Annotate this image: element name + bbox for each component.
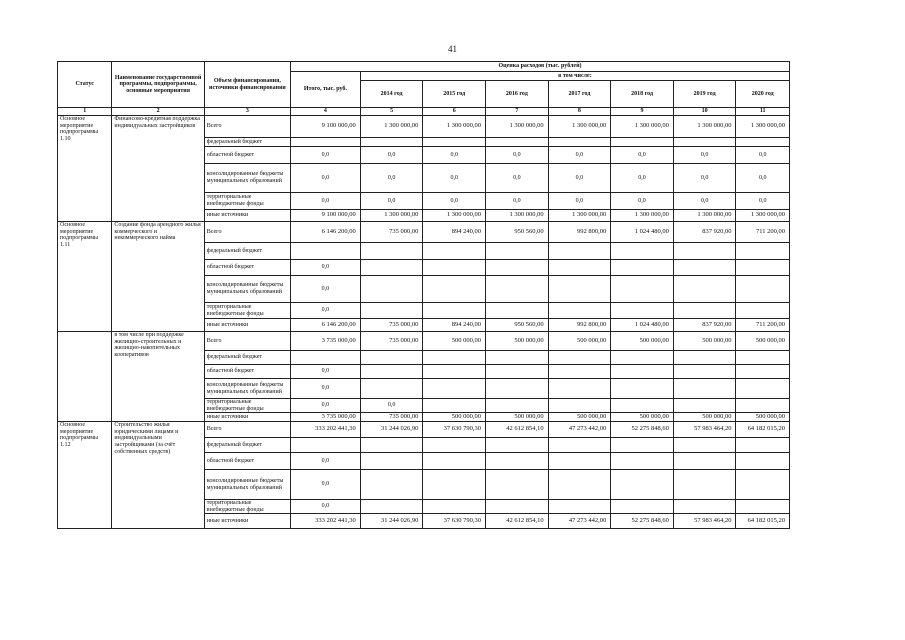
amount-cell: 0,0 (736, 164, 790, 193)
amount-cell: 0,0 (291, 303, 361, 319)
amount-cell: 1 300 000,00 (673, 116, 736, 138)
funding-source: Всего (204, 116, 290, 138)
amount-cell (548, 379, 611, 399)
amount-cell: 47 273 442,00 (548, 422, 611, 438)
amount-cell (360, 138, 423, 147)
amount-cell (673, 379, 736, 399)
measure-name: Создание фонда арендного жилья коммерческого и некоммерческого найма (112, 222, 204, 332)
amount-cell: 735 000,00 (360, 222, 423, 243)
amount-cell: 0,0 (673, 147, 736, 164)
amount-cell: 735 000,00 (360, 413, 423, 422)
amount-cell: 42 612 854,10 (486, 514, 549, 529)
amount-cell: 0,0 (486, 193, 549, 210)
amount-cell: 894 240,00 (423, 222, 486, 243)
amount-cell: 1 300 000,00 (486, 116, 549, 138)
amount-cell: 0,0 (673, 164, 736, 193)
funding-source: областной бюджет (204, 260, 290, 276)
amount-cell (548, 303, 611, 319)
funding-source: областной бюджет (204, 365, 290, 379)
amount-cell (673, 138, 736, 147)
amount-cell: 0,0 (291, 260, 361, 276)
amount-cell (673, 276, 736, 303)
amount-cell: 0,0 (291, 193, 361, 210)
amount-cell (360, 260, 423, 276)
amount-cell: 1 300 000,00 (611, 210, 674, 222)
amount-cell (736, 379, 790, 399)
amount-cell: 0,0 (291, 470, 361, 500)
amount-cell (291, 243, 361, 260)
column-number: 4 (291, 108, 361, 116)
amount-cell (486, 453, 549, 470)
header-year: 2017 год (548, 81, 611, 108)
amount-cell: 0,0 (736, 147, 790, 164)
amount-cell: 9 100 000,00 (291, 210, 361, 222)
header-year: 2019 год (673, 81, 736, 108)
amount-cell (486, 351, 549, 365)
amount-cell (736, 303, 790, 319)
amount-cell: 0,0 (486, 147, 549, 164)
header-year: 2016 год (486, 81, 549, 108)
funding-source: иные источники (204, 210, 290, 222)
header-estimate: Оценка расходов (тыс. рублей) (291, 62, 790, 72)
amount-cell: 0,0 (360, 147, 423, 164)
amount-cell: 0,0 (291, 365, 361, 379)
amount-cell: 0,0 (291, 453, 361, 470)
amount-cell (611, 379, 674, 399)
amount-cell (548, 276, 611, 303)
amount-cell: 1 300 000,00 (548, 210, 611, 222)
measure-status: Основное мероприятие подпрограммы 1.10 (58, 116, 112, 222)
header-total: Итого, тыс. руб. (291, 72, 361, 108)
amount-cell: 0,0 (611, 164, 674, 193)
amount-cell (548, 453, 611, 470)
amount-cell (291, 138, 361, 147)
amount-cell: 0,0 (611, 193, 674, 210)
amount-cell: 837 920,00 (673, 319, 736, 332)
amount-cell (736, 243, 790, 260)
column-number: 3 (204, 108, 290, 116)
amount-cell: 1 300 000,00 (486, 210, 549, 222)
measure-name: в том числе при поддержке жилищно-строительных и жилищно-накопительных кооперативов (112, 332, 204, 422)
amount-cell (360, 276, 423, 303)
amount-cell: 0,0 (736, 193, 790, 210)
amount-cell (486, 438, 549, 453)
amount-cell: 6 146 200,00 (291, 319, 361, 332)
amount-cell: 0,0 (486, 164, 549, 193)
header-including: в том числе: (360, 72, 789, 81)
amount-cell (548, 365, 611, 379)
funding-source: Всего (204, 332, 290, 351)
funding-source: федеральный бюджет (204, 438, 290, 453)
header-volume: Объем финансирования, источники финансирования (204, 62, 290, 108)
amount-cell (423, 453, 486, 470)
amount-cell (423, 243, 486, 260)
amount-cell: 500 000,00 (673, 332, 736, 351)
amount-cell: 500 000,00 (423, 332, 486, 351)
amount-cell (291, 351, 361, 365)
amount-cell (673, 303, 736, 319)
amount-cell (360, 243, 423, 260)
funding-source: консолидированные бюджеты муниципальных образований (204, 379, 290, 399)
amount-cell (486, 260, 549, 276)
amount-cell: 1 300 000,00 (736, 116, 790, 138)
amount-cell (548, 399, 611, 413)
amount-cell (486, 470, 549, 500)
amount-cell (673, 500, 736, 514)
funding-source: областной бюджет (204, 453, 290, 470)
expenditure-table (57, 61, 790, 529)
amount-cell (611, 438, 674, 453)
column-number: 9 (611, 108, 674, 116)
funding-source: консолидированные бюджеты муниципальных образований (204, 470, 290, 500)
amount-cell: 0,0 (673, 193, 736, 210)
amount-cell: 500 000,00 (548, 413, 611, 422)
amount-cell (736, 276, 790, 303)
amount-cell: 0,0 (360, 193, 423, 210)
amount-cell (736, 470, 790, 500)
header-year: 2015 год (423, 81, 486, 108)
amount-cell (486, 303, 549, 319)
measure-status (58, 332, 112, 422)
amount-cell: 0,0 (423, 193, 486, 210)
amount-cell (736, 500, 790, 514)
amount-cell (736, 399, 790, 413)
funding-source: иные источники (204, 514, 290, 529)
amount-cell (673, 399, 736, 413)
amount-cell (611, 260, 674, 276)
amount-cell (360, 365, 423, 379)
amount-cell: 500 000,00 (423, 413, 486, 422)
amount-cell (736, 453, 790, 470)
amount-cell: 42 612 854,10 (486, 422, 549, 438)
amount-cell (673, 453, 736, 470)
amount-cell: 1 024 480,00 (611, 222, 674, 243)
amount-cell: 500 000,00 (611, 413, 674, 422)
amount-cell (486, 276, 549, 303)
amount-cell (548, 470, 611, 500)
amount-cell: 333 202 441,30 (291, 422, 361, 438)
amount-cell (736, 351, 790, 365)
amount-cell (736, 365, 790, 379)
amount-cell: 0,0 (548, 193, 611, 210)
amount-cell: 0,0 (291, 399, 361, 413)
amount-cell (360, 379, 423, 399)
amount-cell (673, 260, 736, 276)
table-row (58, 422, 790, 438)
amount-cell: 992 800,00 (548, 319, 611, 332)
amount-cell: 1 300 000,00 (736, 210, 790, 222)
amount-cell: 500 000,00 (736, 332, 790, 351)
amount-cell: 837 920,00 (673, 222, 736, 243)
amount-cell: 500 000,00 (611, 332, 674, 351)
column-number: 6 (423, 108, 486, 116)
amount-cell (673, 351, 736, 365)
amount-cell (611, 365, 674, 379)
measure-name: Финансово-кредитная поддержка индивидуальных застройщиков (112, 116, 204, 222)
amount-cell: 1 300 000,00 (673, 210, 736, 222)
funding-source: консолидированные бюджеты муниципальных образований (204, 276, 290, 303)
amount-cell (291, 438, 361, 453)
amount-cell (611, 453, 674, 470)
amount-cell: 0,0 (291, 500, 361, 514)
amount-cell (486, 500, 549, 514)
amount-cell (360, 303, 423, 319)
amount-cell: 52 275 848,60 (611, 514, 674, 529)
column-number: 1 (58, 108, 112, 116)
column-number: 8 (548, 108, 611, 116)
amount-cell: 57 983 464,20 (673, 422, 736, 438)
measure-status: Основное мероприятие подпрограммы 1.12 (58, 422, 112, 529)
amount-cell: 37 630 790,30 (423, 514, 486, 529)
funding-source: областной бюджет (204, 147, 290, 164)
column-number: 7 (486, 108, 549, 116)
amount-cell (423, 276, 486, 303)
amount-cell: 9 100 000,00 (291, 116, 361, 138)
amount-cell (423, 500, 486, 514)
amount-cell (423, 138, 486, 147)
amount-cell (611, 399, 674, 413)
amount-cell (611, 243, 674, 260)
amount-cell: 52 275 848,60 (611, 422, 674, 438)
amount-cell (486, 365, 549, 379)
amount-cell: 1 300 000,00 (548, 116, 611, 138)
funding-source: Всего (204, 422, 290, 438)
amount-cell (673, 470, 736, 500)
measure-name: Строительство жилья юридическими лицами и индивидуальными застройщиками (за счёт собственных средств) (112, 422, 204, 529)
funding-source: федеральный бюджет (204, 351, 290, 365)
amount-cell (423, 365, 486, 379)
amount-cell: 1 300 000,00 (611, 116, 674, 138)
amount-cell: 1 300 000,00 (360, 210, 423, 222)
amount-cell (486, 138, 549, 147)
funding-source: консолидированные бюджеты муниципальных образований (204, 164, 290, 193)
column-number: 10 (673, 108, 736, 116)
header-year: 2020 год (736, 81, 790, 108)
column-number: 5 (360, 108, 423, 116)
amount-cell: 31 244 026,90 (360, 514, 423, 529)
amount-cell (548, 351, 611, 365)
funding-source: территориальные внебюджетные фонды (204, 303, 290, 319)
amount-cell: 0,0 (548, 147, 611, 164)
amount-cell (548, 243, 611, 260)
amount-cell (360, 438, 423, 453)
amount-cell: 31 244 026,90 (360, 422, 423, 438)
amount-cell: 0,0 (291, 379, 361, 399)
amount-cell (611, 500, 674, 514)
amount-cell: 0,0 (423, 164, 486, 193)
amount-cell (423, 379, 486, 399)
amount-cell: 894 240,00 (423, 319, 486, 332)
amount-cell (611, 303, 674, 319)
funding-source: иные источники (204, 319, 290, 332)
header-status: Статус (58, 62, 112, 108)
amount-cell (423, 438, 486, 453)
amount-cell: 1 024 480,00 (611, 319, 674, 332)
amount-cell: 500 000,00 (736, 413, 790, 422)
amount-cell: 711 200,00 (736, 319, 790, 332)
amount-cell (736, 138, 790, 147)
amount-cell: 64 182 015,20 (736, 422, 790, 438)
amount-cell (423, 399, 486, 413)
amount-cell: 0,0 (360, 164, 423, 193)
amount-cell (736, 260, 790, 276)
amount-cell (548, 138, 611, 147)
page-number: 41 (448, 44, 457, 54)
amount-cell (360, 351, 423, 365)
amount-cell: 1 300 000,00 (423, 116, 486, 138)
column-number: 11 (736, 108, 790, 116)
funding-source: иные источники (204, 413, 290, 422)
amount-cell: 1 300 000,00 (360, 116, 423, 138)
amount-cell: 992 800,00 (548, 222, 611, 243)
amount-cell: 3 735 000,00 (291, 413, 361, 422)
amount-cell (423, 303, 486, 319)
amount-cell (360, 500, 423, 514)
amount-cell: 3 735 000,00 (291, 332, 361, 351)
amount-cell (548, 260, 611, 276)
amount-cell: 735 000,00 (360, 332, 423, 351)
amount-cell: 950 560,00 (486, 222, 549, 243)
amount-cell: 0,0 (548, 164, 611, 193)
amount-cell (486, 379, 549, 399)
amount-cell: 735 000,00 (360, 319, 423, 332)
column-number: 2 (112, 108, 204, 116)
amount-cell (360, 470, 423, 500)
amount-cell: 711 200,00 (736, 222, 790, 243)
amount-cell: 0,0 (291, 276, 361, 303)
amount-cell (611, 276, 674, 303)
table-row (58, 332, 790, 351)
header-year: 2018 год (611, 81, 674, 108)
funding-source: территориальные внебюджетные фонды (204, 500, 290, 514)
amount-cell (548, 500, 611, 514)
amount-cell: 333 202 441,30 (291, 514, 361, 529)
funding-source: федеральный бюджет (204, 138, 290, 147)
amount-cell: 0,0 (291, 147, 361, 164)
amount-cell (423, 470, 486, 500)
amount-cell: 950 560,00 (486, 319, 549, 332)
funding-source: Всего (204, 222, 290, 243)
funding-source: федеральный бюджет (204, 243, 290, 260)
amount-cell: 0,0 (611, 147, 674, 164)
amount-cell (611, 470, 674, 500)
amount-cell: 47 273 442,00 (548, 514, 611, 529)
amount-cell (486, 399, 549, 413)
amount-cell (423, 260, 486, 276)
amount-cell: 0,0 (423, 147, 486, 164)
table-row (58, 222, 790, 243)
measure-status: Основное мероприятие подпрограммы 1.11 (58, 222, 112, 332)
amount-cell: 37 630 790,30 (423, 422, 486, 438)
amount-cell: 6 146 200,00 (291, 222, 361, 243)
amount-cell: 500 000,00 (486, 413, 549, 422)
amount-cell (548, 438, 611, 453)
funding-source: территориальные внебюджетные фонды (204, 399, 290, 413)
amount-cell (736, 438, 790, 453)
amount-cell: 500 000,00 (673, 413, 736, 422)
amount-cell (486, 243, 549, 260)
amount-cell: 64 182 015,20 (736, 514, 790, 529)
amount-cell (611, 351, 674, 365)
amount-cell: 500 000,00 (486, 332, 549, 351)
amount-cell: 0,0 (360, 399, 423, 413)
amount-cell (360, 453, 423, 470)
amount-cell: 57 983 464,20 (673, 514, 736, 529)
amount-cell (423, 351, 486, 365)
amount-cell (673, 243, 736, 260)
amount-cell (673, 365, 736, 379)
funding-source: территориальные внебюджетные фонды (204, 193, 290, 210)
amount-cell: 500 000,00 (548, 332, 611, 351)
amount-cell (611, 138, 674, 147)
header-name: Наименование государственной программы, подпрограммы, основные мероприятия (112, 62, 204, 108)
amount-cell: 1 300 000,00 (423, 210, 486, 222)
amount-cell: 0,0 (291, 164, 361, 193)
amount-cell (673, 438, 736, 453)
table-row (58, 116, 790, 138)
header-year: 2014 год (360, 81, 423, 108)
